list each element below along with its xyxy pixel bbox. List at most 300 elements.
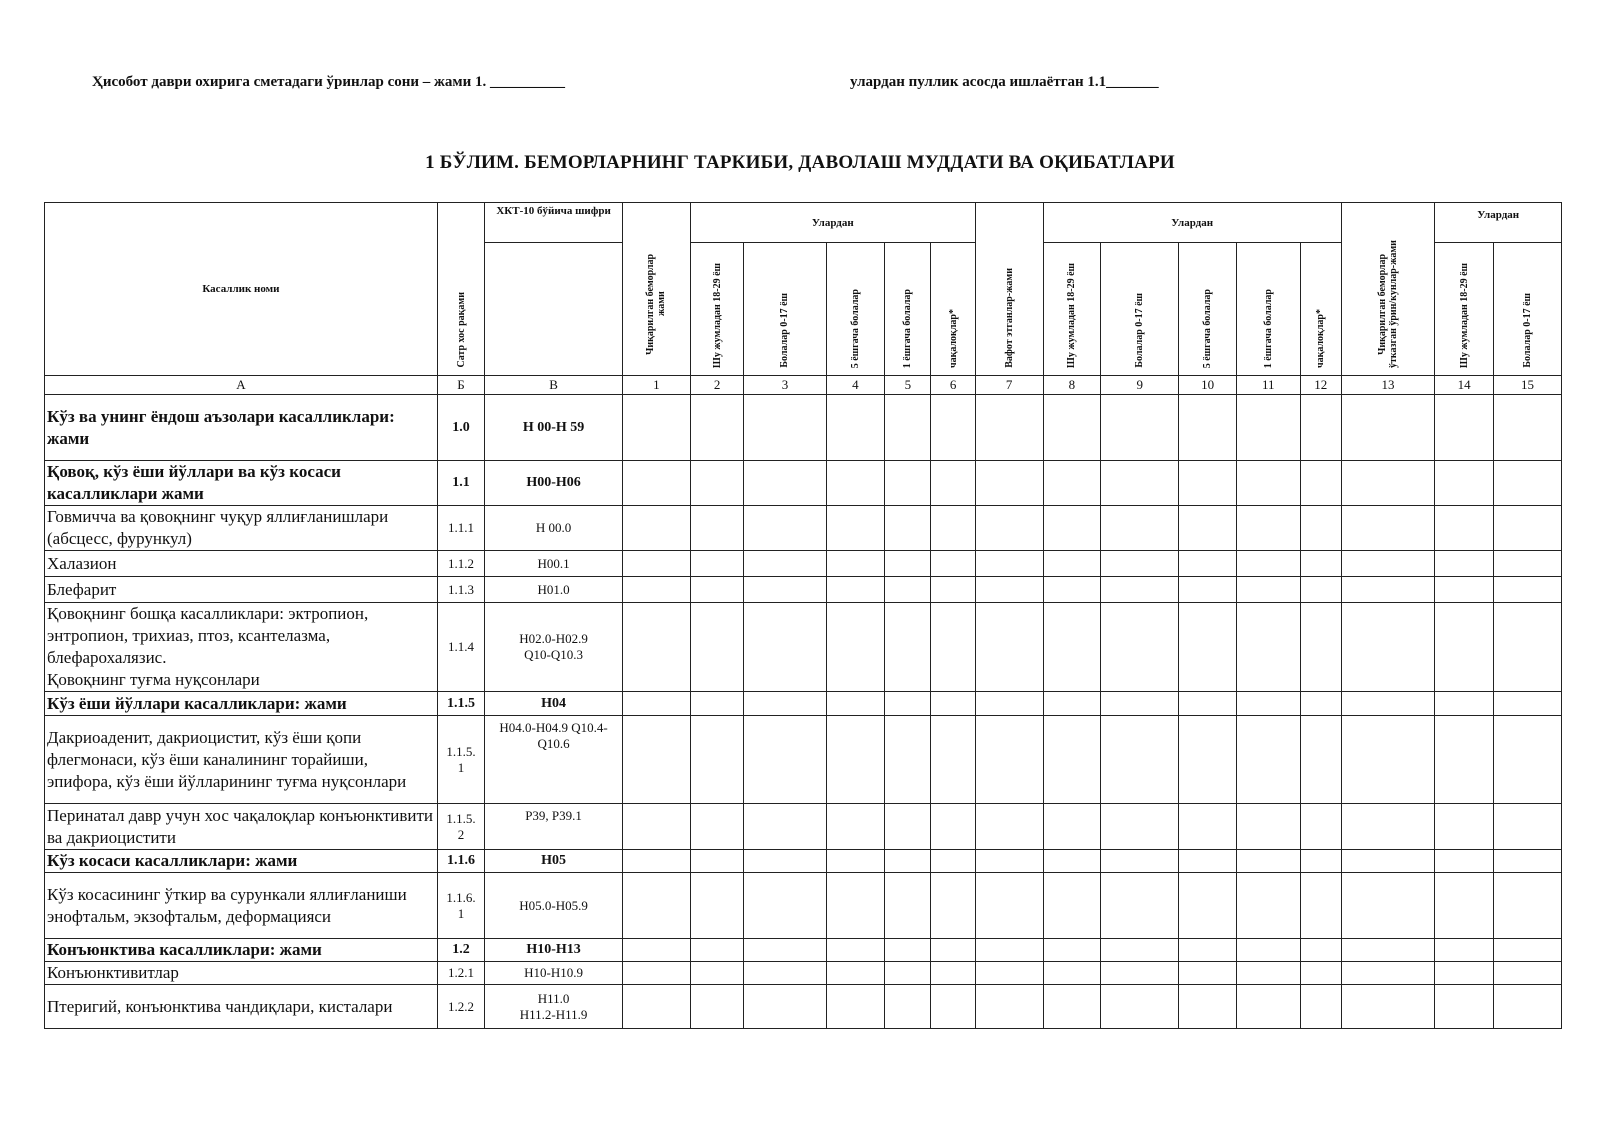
data-entry-cell[interactable]	[744, 850, 826, 873]
data-entry-cell[interactable]	[1300, 506, 1341, 551]
data-entry-cell[interactable]	[1300, 804, 1341, 850]
data-entry-cell[interactable]	[690, 962, 743, 985]
data-entry-cell[interactable]	[1236, 873, 1300, 939]
icd-code-cell: H04	[485, 692, 623, 716]
disease-name-cell: Говмичча ва қовоқнинг чуқур яллиғланишлари (абсцесс, фурункул)	[45, 506, 438, 551]
icd-code-cell: H05	[485, 850, 623, 873]
data-entry-cell[interactable]	[1236, 985, 1300, 1029]
data-entry-cell[interactable]	[1101, 603, 1179, 692]
data-entry-cell[interactable]	[826, 804, 885, 850]
data-entry-cell[interactable]	[622, 551, 690, 577]
paid-beds-line: улардан пуллик асосда ишлаётган 1.1_______	[850, 74, 1159, 90]
data-entry-cell[interactable]	[975, 603, 1043, 692]
data-entry-cell[interactable]	[975, 692, 1043, 716]
data-entry-cell[interactable]	[1341, 716, 1435, 804]
data-entry-cell[interactable]	[1236, 395, 1300, 461]
data-entry-cell[interactable]	[1043, 603, 1101, 692]
data-entry-cell[interactable]	[975, 577, 1043, 603]
data-entry-cell[interactable]	[1101, 873, 1179, 939]
data-entry-cell[interactable]	[1435, 804, 1494, 850]
row-number-cell: 1.0	[437, 395, 484, 461]
data-entry-cell[interactable]	[1179, 939, 1237, 962]
data-entry-cell[interactable]	[1101, 506, 1179, 551]
data-entry-cell[interactable]	[622, 873, 690, 939]
data-entry-cell[interactable]	[744, 603, 826, 692]
data-entry-cell[interactable]	[1043, 873, 1101, 939]
data-entry-cell[interactable]	[1341, 962, 1435, 985]
data-entry-cell[interactable]	[1300, 692, 1341, 716]
header-col-3: Болалар 0-17 ёш	[744, 243, 826, 376]
row-number-cell: 1.1.5	[437, 692, 484, 716]
header-col-2: Шу жумладан 18-29 ёш	[690, 243, 743, 376]
data-entry-cell[interactable]	[1236, 461, 1300, 506]
data-entry-cell[interactable]	[744, 551, 826, 577]
table-row	[45, 962, 1562, 985]
data-entry-cell[interactable]	[931, 461, 975, 506]
data-entry-cell[interactable]	[931, 850, 975, 873]
column-number: 11	[1236, 376, 1300, 395]
row-number-cell: 1.1.6	[437, 850, 484, 873]
data-entry-cell[interactable]	[1101, 551, 1179, 577]
icd-code-cell: H04.0-H04.9 Q10.4-Q10.6	[485, 716, 623, 804]
data-entry-cell[interactable]	[826, 577, 885, 603]
data-entry-cell[interactable]	[885, 962, 931, 985]
disease-name-cell: Қовоқ, кўз ёши йўллари ва кўз косаси касалликлари жами	[45, 461, 438, 506]
data-entry-cell[interactable]	[1435, 939, 1494, 962]
data-entry-cell[interactable]	[1179, 804, 1237, 850]
data-entry-cell[interactable]	[744, 962, 826, 985]
data-entry-cell[interactable]	[622, 962, 690, 985]
data-entry-cell[interactable]	[744, 873, 826, 939]
data-entry-cell[interactable]	[1043, 506, 1101, 551]
data-entry-cell[interactable]	[975, 873, 1043, 939]
data-entry-cell[interactable]	[690, 692, 743, 716]
header-col-14: Шу жумладан 18-29 ёш	[1435, 243, 1494, 376]
data-entry-cell[interactable]	[931, 603, 975, 692]
column-number: 10	[1179, 376, 1237, 395]
data-entry-cell[interactable]	[826, 850, 885, 873]
data-entry-cell[interactable]	[1236, 577, 1300, 603]
column-number: 6	[931, 376, 975, 395]
column-number: 8	[1043, 376, 1101, 395]
data-entry-cell[interactable]	[1236, 551, 1300, 577]
header-col-9: Болалар 0-17 ёш	[1101, 243, 1179, 376]
data-entry-cell[interactable]	[1435, 962, 1494, 985]
row-number-cell: 1.1.6. 1	[437, 873, 484, 939]
data-entry-cell[interactable]	[1300, 551, 1341, 577]
column-number-row	[45, 376, 1562, 395]
data-entry-cell[interactable]	[931, 873, 975, 939]
data-entry-cell[interactable]	[1300, 962, 1341, 985]
icd-code-cell: H 00.0	[485, 506, 623, 551]
data-entry-cell[interactable]	[1493, 577, 1561, 603]
data-entry-cell[interactable]	[1236, 939, 1300, 962]
data-entry-cell[interactable]	[1101, 395, 1179, 461]
header-col-12: чақалоқлар*	[1300, 243, 1341, 376]
data-entry-cell[interactable]	[1341, 506, 1435, 551]
data-entry-cell[interactable]	[1236, 962, 1300, 985]
data-entry-cell[interactable]	[622, 461, 690, 506]
data-entry-cell[interactable]	[1435, 873, 1494, 939]
data-entry-cell[interactable]	[1300, 985, 1341, 1029]
column-number: 13	[1341, 376, 1435, 395]
data-entry-cell[interactable]	[826, 692, 885, 716]
data-entry-cell[interactable]	[885, 692, 931, 716]
header-col-4: 5 ёшгача болалар	[826, 243, 885, 376]
data-entry-cell[interactable]	[1493, 506, 1561, 551]
header-col-5: 1 ёшгача болалар	[885, 243, 931, 376]
data-entry-cell[interactable]	[1341, 692, 1435, 716]
data-entry-cell[interactable]	[1043, 577, 1101, 603]
data-entry-cell[interactable]	[1493, 395, 1561, 461]
data-entry-cell[interactable]	[826, 461, 885, 506]
data-entry-cell[interactable]	[931, 985, 975, 1029]
data-entry-cell[interactable]	[885, 506, 931, 551]
data-entry-cell[interactable]	[931, 395, 975, 461]
data-entry-cell[interactable]	[1493, 716, 1561, 804]
data-entry-cell[interactable]	[744, 395, 826, 461]
header-group-bed-days: Улардан	[1435, 203, 1562, 243]
header-group-discharged: Улардан	[690, 203, 975, 243]
icd-code-cell: H11.0 H11.2-H11.9	[485, 985, 623, 1029]
data-entry-cell[interactable]	[622, 716, 690, 804]
disease-name-cell: Конъюнктивитлар	[45, 962, 438, 985]
data-entry-cell[interactable]	[1341, 804, 1435, 850]
data-entry-cell[interactable]	[1493, 962, 1561, 985]
table-row	[45, 461, 1562, 506]
disease-name-cell: Кўз ва унинг ёндош аъзолари касалликлари: жами	[45, 395, 438, 461]
disease-name-cell: Дакриоаденит, дакриоцистит, кўз ёши қопи флегмонаси, кўз ёши каналининг торайиши, эпифора, кўз ёши йўлларининг туғма нуқсонлари	[45, 716, 438, 804]
data-entry-cell[interactable]	[1101, 985, 1179, 1029]
disease-name-cell: Птеригий, конъюнктива чандиқлари, кисталари	[45, 985, 438, 1029]
table-row	[45, 551, 1562, 577]
icd-code-cell: P39, P39.1	[485, 804, 623, 850]
data-entry-cell[interactable]	[1435, 461, 1494, 506]
data-entry-cell[interactable]	[1435, 716, 1494, 804]
table-row	[45, 577, 1562, 603]
data-entry-cell[interactable]	[885, 603, 931, 692]
icd-code-cell: H 00-H 59	[485, 395, 623, 461]
data-entry-cell[interactable]	[1179, 577, 1237, 603]
data-entry-cell[interactable]	[690, 939, 743, 962]
data-entry-cell[interactable]	[885, 850, 931, 873]
data-entry-cell[interactable]	[744, 939, 826, 962]
data-entry-cell[interactable]	[931, 692, 975, 716]
data-entry-cell[interactable]	[975, 939, 1043, 962]
row-number-cell: 1.1.2	[437, 551, 484, 577]
column-number: 2	[690, 376, 743, 395]
data-entry-cell[interactable]	[690, 985, 743, 1029]
data-entry-cell[interactable]	[1435, 850, 1494, 873]
header-icd-code: ХКТ-10 бўйича шифри	[485, 203, 623, 243]
data-entry-cell[interactable]	[885, 461, 931, 506]
data-entry-cell[interactable]	[690, 551, 743, 577]
column-number: 15	[1493, 376, 1561, 395]
column-number: 12	[1300, 376, 1341, 395]
data-entry-cell[interactable]	[1179, 551, 1237, 577]
data-entry-cell[interactable]	[1341, 873, 1435, 939]
data-entry-cell[interactable]	[975, 850, 1043, 873]
data-entry-cell[interactable]	[1236, 506, 1300, 551]
data-entry-cell[interactable]	[885, 716, 931, 804]
table-row	[45, 985, 1562, 1029]
data-entry-cell[interactable]	[1101, 939, 1179, 962]
data-entry-cell[interactable]	[1179, 873, 1237, 939]
data-entry-cell[interactable]	[1341, 603, 1435, 692]
data-entry-cell[interactable]	[1101, 804, 1179, 850]
data-entry-cell[interactable]	[1179, 603, 1237, 692]
data-entry-cell[interactable]	[1101, 962, 1179, 985]
icd-code-cell: H05.0-H05.9	[485, 873, 623, 939]
column-number: А	[45, 376, 438, 395]
column-number: В	[485, 376, 623, 395]
data-entry-cell[interactable]	[690, 395, 743, 461]
data-entry-cell[interactable]	[1101, 692, 1179, 716]
data-entry-cell[interactable]	[1341, 461, 1435, 506]
data-entry-cell[interactable]	[1179, 395, 1237, 461]
column-number: 5	[885, 376, 931, 395]
data-entry-cell[interactable]	[885, 395, 931, 461]
data-entry-cell[interactable]	[1435, 577, 1494, 603]
data-entry-cell[interactable]	[744, 692, 826, 716]
data-entry-cell[interactable]	[690, 804, 743, 850]
header-group-deceased: Улардан	[1043, 203, 1341, 243]
data-entry-cell[interactable]	[1236, 850, 1300, 873]
data-entry-cell[interactable]	[622, 804, 690, 850]
icd-code-cell: H02.0-H02.9 Q10-Q10.3	[485, 603, 623, 692]
column-number: 4	[826, 376, 885, 395]
data-entry-cell[interactable]	[1493, 850, 1561, 873]
data-entry-cell[interactable]	[885, 577, 931, 603]
data-entry-cell[interactable]	[1179, 985, 1237, 1029]
data-entry-cell[interactable]	[1043, 985, 1101, 1029]
data-entry-cell[interactable]	[975, 461, 1043, 506]
data-entry-cell[interactable]	[1341, 939, 1435, 962]
row-number-cell: 1.1.1	[437, 506, 484, 551]
header-icd-code-blank	[485, 243, 623, 376]
data-entry-cell[interactable]	[1493, 804, 1561, 850]
data-entry-cell[interactable]	[826, 962, 885, 985]
data-entry-cell[interactable]	[931, 577, 975, 603]
table-row	[45, 506, 1562, 551]
data-entry-cell[interactable]	[1236, 716, 1300, 804]
header-col-6: чақалоқлар*	[931, 243, 975, 376]
data-entry-cell[interactable]	[826, 939, 885, 962]
data-entry-cell[interactable]	[622, 603, 690, 692]
row-number-cell: 1.1.5. 2	[437, 804, 484, 850]
header-col-1: Чиқарилган беморлар жами	[622, 203, 690, 376]
data-entry-cell[interactable]	[1493, 461, 1561, 506]
data-entry-cell[interactable]	[1435, 395, 1494, 461]
data-entry-cell[interactable]	[826, 506, 885, 551]
data-entry-cell[interactable]	[1300, 716, 1341, 804]
data-entry-cell[interactable]	[1043, 716, 1101, 804]
header-col-7: Вафот этганлар-жами	[975, 203, 1043, 376]
data-entry-cell[interactable]	[1043, 804, 1101, 850]
data-entry-cell[interactable]	[885, 551, 931, 577]
data-entry-cell[interactable]	[826, 395, 885, 461]
data-entry-cell[interactable]	[744, 985, 826, 1029]
data-entry-cell[interactable]	[975, 985, 1043, 1029]
header-row-number: Сатр хос рақами	[437, 203, 484, 376]
data-entry-cell[interactable]	[690, 577, 743, 603]
data-entry-cell[interactable]	[690, 873, 743, 939]
data-entry-cell[interactable]	[1043, 962, 1101, 985]
column-number: 3	[744, 376, 826, 395]
header-col-13: Чиқарилган беморлар ўтказган ўрин/кунлар-жами	[1341, 203, 1435, 376]
data-entry-cell[interactable]	[622, 939, 690, 962]
header-col-11: 1 ёшгача болалар	[1236, 243, 1300, 376]
data-entry-cell[interactable]	[1179, 506, 1237, 551]
data-entry-cell[interactable]	[622, 850, 690, 873]
data-entry-cell[interactable]	[690, 461, 743, 506]
data-entry-cell[interactable]	[1300, 461, 1341, 506]
data-entry-cell[interactable]	[744, 506, 826, 551]
column-number: 14	[1435, 376, 1494, 395]
data-entry-cell[interactable]	[931, 716, 975, 804]
data-entry-cell[interactable]	[744, 804, 826, 850]
row-number-cell: 1.2.1	[437, 962, 484, 985]
data-entry-cell[interactable]	[975, 551, 1043, 577]
data-entry-cell[interactable]	[1236, 804, 1300, 850]
data-entry-cell[interactable]	[1435, 551, 1494, 577]
icd-code-cell: H01.0	[485, 577, 623, 603]
data-entry-cell[interactable]	[1435, 692, 1494, 716]
data-entry-cell[interactable]	[690, 603, 743, 692]
data-entry-cell[interactable]	[826, 716, 885, 804]
data-entry-cell[interactable]	[1043, 395, 1101, 461]
data-entry-cell[interactable]	[1300, 577, 1341, 603]
data-entry-cell[interactable]	[1300, 603, 1341, 692]
data-entry-cell[interactable]	[931, 962, 975, 985]
data-entry-cell[interactable]	[1493, 603, 1561, 692]
data-entry-cell[interactable]	[1493, 939, 1561, 962]
data-entry-cell[interactable]	[690, 506, 743, 551]
data-entry-cell[interactable]	[690, 850, 743, 873]
row-number-cell: 1.2.2	[437, 985, 484, 1029]
disease-name-cell: Кўз ёши йўллари касалликлари: жами	[45, 692, 438, 716]
header-disease-name: Касаллик номи	[45, 203, 438, 376]
data-entry-cell[interactable]	[975, 962, 1043, 985]
data-entry-cell[interactable]	[1493, 551, 1561, 577]
data-entry-cell[interactable]	[885, 873, 931, 939]
row-number-cell: 1.1.4	[437, 603, 484, 692]
data-entry-cell[interactable]	[1179, 692, 1237, 716]
data-entry-cell[interactable]	[690, 716, 743, 804]
disease-name-cell: Қовоқнинг бошқа касалликлари: эктропион, энтропион, трихиаз, птоз, ксантелазма, блефарохалязис. Қовоқнинг туғма нуқсонлари	[45, 603, 438, 692]
data-entry-cell[interactable]	[1179, 461, 1237, 506]
data-entry-cell[interactable]	[744, 461, 826, 506]
data-entry-cell[interactable]	[826, 873, 885, 939]
data-entry-cell[interactable]	[931, 939, 975, 962]
data-entry-cell[interactable]	[931, 506, 975, 551]
disease-name-cell: Перинатал давр учун хос чақалоқлар конъюнктивити ва дакриоцистити	[45, 804, 438, 850]
data-entry-cell[interactable]	[885, 939, 931, 962]
data-entry-cell[interactable]	[1179, 962, 1237, 985]
data-entry-cell[interactable]	[1101, 716, 1179, 804]
data-entry-cell[interactable]	[931, 804, 975, 850]
header-col-10: 5 ёшгача болалар	[1179, 243, 1237, 376]
data-entry-cell[interactable]	[1043, 461, 1101, 506]
data-entry-cell[interactable]	[1043, 939, 1101, 962]
data-entry-cell[interactable]	[1435, 506, 1494, 551]
data-entry-cell[interactable]	[1179, 850, 1237, 873]
data-entry-cell[interactable]	[1341, 577, 1435, 603]
disease-name-cell: Кўз косасининг ўткир ва сурункали яллиғланиши энофтальм, экзофтальм, деформацияси	[45, 873, 438, 939]
disease-name-cell: Кўз косаси касалликлари: жами	[45, 850, 438, 873]
data-entry-cell[interactable]	[1300, 873, 1341, 939]
data-entry-cell[interactable]	[885, 985, 931, 1029]
column-number: Б	[437, 376, 484, 395]
data-entry-cell[interactable]	[1043, 692, 1101, 716]
data-entry-cell[interactable]	[1341, 985, 1435, 1029]
data-entry-cell[interactable]	[1043, 551, 1101, 577]
data-entry-cell[interactable]	[1179, 716, 1237, 804]
data-entry-cell[interactable]	[1101, 850, 1179, 873]
data-entry-cell[interactable]	[622, 577, 690, 603]
data-entry-cell[interactable]	[1341, 850, 1435, 873]
data-entry-cell[interactable]	[744, 716, 826, 804]
data-entry-cell[interactable]	[1435, 985, 1494, 1029]
data-entry-cell[interactable]	[622, 985, 690, 1029]
disease-report-table	[44, 202, 1562, 1029]
data-entry-cell[interactable]	[1043, 850, 1101, 873]
data-entry-cell[interactable]	[975, 395, 1043, 461]
data-entry-cell[interactable]	[1300, 939, 1341, 962]
data-entry-cell[interactable]	[622, 395, 690, 461]
data-entry-cell[interactable]	[622, 692, 690, 716]
data-entry-cell[interactable]	[1236, 603, 1300, 692]
data-entry-cell[interactable]	[744, 577, 826, 603]
data-entry-cell[interactable]	[826, 603, 885, 692]
table-row	[45, 395, 1562, 461]
section-title: 1 БЎЛИМ. БЕМОРЛАРНИНГ ТАРКИБИ, ДАВОЛАШ МУДДАТИ ВА ОҚИБАТЛАРИ	[425, 152, 1175, 173]
icd-code-cell: H00.1	[485, 551, 623, 577]
data-entry-cell[interactable]	[885, 804, 931, 850]
data-entry-cell[interactable]	[1236, 692, 1300, 716]
data-entry-cell[interactable]	[826, 551, 885, 577]
data-entry-cell[interactable]	[1493, 692, 1561, 716]
table-row	[45, 692, 1562, 716]
data-entry-cell[interactable]	[1341, 551, 1435, 577]
data-entry-cell[interactable]	[1300, 395, 1341, 461]
data-entry-cell[interactable]	[1300, 850, 1341, 873]
table-row	[45, 603, 1562, 692]
column-number: 1	[622, 376, 690, 395]
data-entry-cell[interactable]	[1341, 395, 1435, 461]
header-col-15: Болалар 0-17 ёш	[1493, 243, 1561, 376]
table-row	[45, 850, 1562, 873]
total-beds-line: Ҳисобот даври охирига сметадаги ўринлар сони – жами 1. __________	[92, 74, 566, 90]
data-entry-cell[interactable]	[826, 985, 885, 1029]
data-entry-cell[interactable]	[975, 506, 1043, 551]
data-entry-cell[interactable]	[931, 551, 975, 577]
data-entry-cell[interactable]	[1101, 461, 1179, 506]
data-entry-cell[interactable]	[622, 506, 690, 551]
icd-code-cell: H10-H10.9	[485, 962, 623, 985]
header-col-8: Шу жумладан 18-29 ёш	[1043, 243, 1101, 376]
row-number-cell: 1.1	[437, 461, 484, 506]
data-entry-cell[interactable]	[1493, 873, 1561, 939]
disease-name-cell: Халазион	[45, 551, 438, 577]
data-entry-cell[interactable]	[1493, 985, 1561, 1029]
data-entry-cell[interactable]	[1101, 577, 1179, 603]
icd-code-cell: H10-H13	[485, 939, 623, 962]
data-entry-cell[interactable]	[1435, 603, 1494, 692]
data-entry-cell[interactable]	[975, 716, 1043, 804]
row-number-cell: 1.2	[437, 939, 484, 962]
data-entry-cell[interactable]	[975, 804, 1043, 850]
